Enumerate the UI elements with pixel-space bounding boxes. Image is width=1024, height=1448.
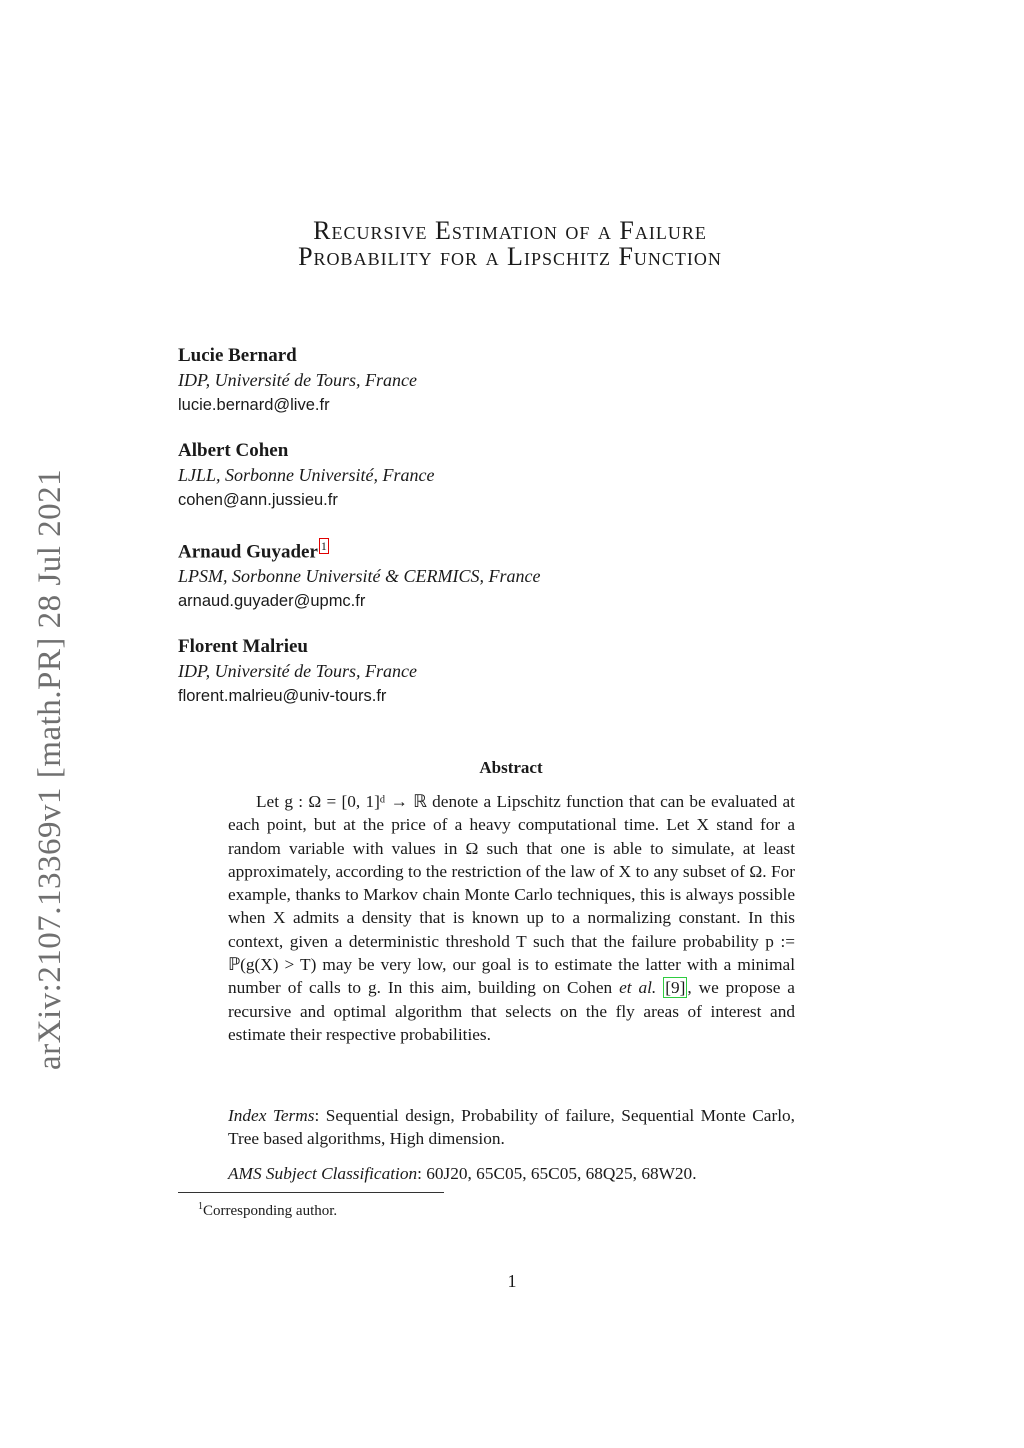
abstract-body — [228, 790, 795, 1046]
ams-codes: : 60J20, 65C05, 65C05, 68Q25, 68W20. — [417, 1164, 697, 1183]
index-terms-text: : Sequential design, Probability of failure, Sequential Monte Carlo, Tree based algorithms, High dimension. — [228, 1106, 795, 1149]
author-email[interactable]: arnaud.guyader@upmc.fr — [178, 592, 366, 611]
footnote-text: Corresponding author. — [203, 1203, 338, 1219]
index-terms — [228, 1104, 795, 1151]
author-affiliation: LJLL, Sorbonne Université, France — [178, 465, 435, 485]
abstract-text-continued: , we propose a recursive and optimal algorithm that selects on the fly areas of interest and estimate their respective probabilities. — [228, 978, 795, 1044]
author-name: Lucie Bernard — [178, 345, 297, 366]
author-affiliation: LPSM, Sorbonne Université & CERMICS, France — [178, 566, 541, 587]
arxiv-identifier-stamp: arXiv:2107.13369v1 [math.PR] 28 Jul 2021 — [32, 468, 68, 1070]
footnote-mark: 1 — [198, 1201, 203, 1212]
footnote-link[interactable]: 1 — [320, 539, 327, 553]
author-name: Florent Malrieu — [178, 636, 308, 658]
ams-label: AMS Subject Classification — [228, 1164, 418, 1183]
author-name-with-footnote — [178, 534, 818, 564]
paper-title — [180, 218, 840, 270]
author-block — [178, 344, 818, 417]
author-email[interactable]: lucie.bernard@live.fr — [178, 396, 330, 414]
author-block — [178, 534, 818, 613]
footnote — [198, 1197, 337, 1221]
author-email[interactable]: florent.malrieu@univ-tours.fr — [178, 687, 387, 706]
footnote-divider — [178, 1192, 444, 1193]
author-email[interactable]: cohen@ann.jussieu.fr — [178, 491, 338, 509]
author-list — [178, 344, 818, 730]
author-affiliation: IDP, Université de Tours, France — [178, 370, 417, 390]
footnote-marker — [318, 537, 329, 554]
citation-link[interactable]: [9] — [665, 978, 686, 998]
title-line-2: Probability for a Lipschitz Function — [298, 242, 722, 271]
author-block — [178, 439, 818, 512]
abstract-heading: Abstract — [479, 758, 543, 777]
title-line-1: Recursive Estimation of a Failure — [313, 216, 707, 245]
author-affiliation: IDP, Université de Tours, France — [178, 661, 417, 682]
index-terms-label: Index Terms — [228, 1106, 315, 1125]
et-al: et al. — [619, 978, 657, 998]
author-block — [178, 635, 818, 708]
author-name: Arnaud Guyader — [178, 541, 318, 563]
page-number: 1 — [507, 1271, 517, 1291]
author-name: Albert Cohen — [178, 440, 289, 461]
abstract-text: Let g : Ω = [0, 1]ᵈ → ℝ denote a Lipschitz function that can be evaluated at each point, but at the price of a heavy computational time. Let X stand for a random variable with values in Ω such that one is able to simulate, at least approximately, according to the restriction of the law of X to any subset of Ω. For example, thanks to Markov chain Monte Carlo techniques, this is always possible when X admits a density that is known up to a normalizing constant. In this context, given a deterministic threshold T such that the failure probability p := ℙ(g(X) > T) may be very low, our goal is to estimate the latter with a minimal number of calls to g. In this aim, building on Cohen — [228, 792, 795, 998]
ams-classification — [228, 1162, 795, 1185]
